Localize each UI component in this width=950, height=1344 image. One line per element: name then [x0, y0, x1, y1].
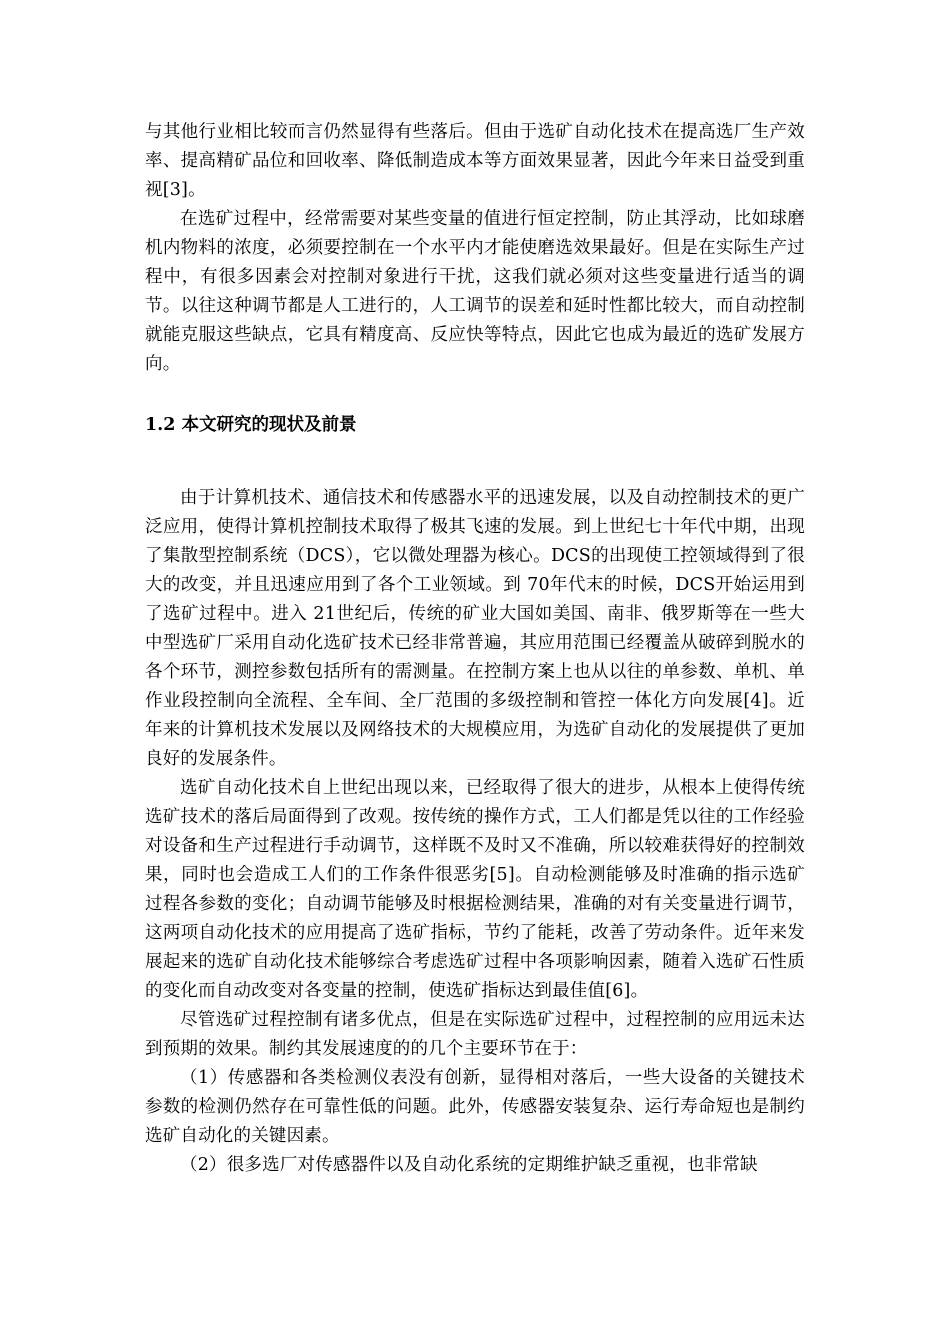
paragraph: 由于计算机技术、通信技术和传感器水平的迅速发展，以及自动控制技术的更广泛应用，使得计算机控制技术取得了极其飞速的发展。到上世纪七十年代中期，出现了集散型控制系统（DCS），它以微处理器为核心。DCS的出现使工控领域得到了很大的改变，并且迅速应用到了各个工业领域。到 70年代末的时候，DCS开始运用到了选矿过程中。进入 21世纪后，传统的矿业大国如美国、南非、俄罗斯等在一些大中型选矿厂采用自动化选矿技术已经非常普遍，其应用范围已经覆盖从破碎到脱水的各个环节，测控参数包括所有的需测量。在控制方案上也从以往的单参数、单机、单作业段控制向全流程、全车间、全厂范围的多级控制和管控一体化方向发展[4]。近年来的计算机技术发展以及网络技术的大规模应用，为选矿自动化的发展提供了更加良好的发展条件。	[145, 488, 805, 769]
document-page	[145, 118, 805, 1180]
section-heading: 1.2 本文研究的现状及前景	[145, 415, 357, 435]
paragraph: 与其他行业相比较而言仍然显得有些落后。但由于选矿自动化技术在提高选厂生产效率、提高精矿品位和回收率、降低制造成本等方面效果显著，因此今年来日益受到重视[3]。	[145, 122, 805, 200]
list-item-paragraph: （1）传感器和各类检测仪表没有创新，显得相对落后，一些大设备的关键技术参数的检测仍然存在可靠性低的问题。此外，传感器安装复杂、运行寿命短也是制约选矿自动化的关键因素。	[145, 1068, 805, 1146]
paragraph: 尽管选矿过程控制有诸多优点，但是在实际选矿过程中，过程控制的应用远未达到预期的效果。制约其发展速度的的几个主要环节在于：	[145, 1010, 805, 1059]
paragraph: 在选矿过程中，经常需要对某些变量的值进行恒定控制，防止其浮动，比如球磨机内物料的浓度，必须要控制在一个水平内才能使磨选效果最好。但是在实际生产过程中，有很多因素会对控制对象进行干扰，这我们就必须对这些变量进行适当的调节。以往这种调节都是人工进行的，人工调节的误差和延时性都比较大，而自动控制就能克服这些缺点，它具有精度高、反应快等特点，因此它也成为最近的选矿发展方向。	[145, 209, 805, 374]
paragraph: 选矿自动化技术自上世纪出现以来，已经取得了很大的进步，从根本上使得传统选矿技术的落后局面得到了改观。按传统的操作方式，工人们都是凭以往的工作经验对设备和生产过程进行手动调节，这样既不及时又不准确，所以较难获得好的控制效果，同时也会造成工人们的工作条件很恶劣[5]。自动检测能够及时准确的指示选矿过程各参数的变化；自动调节能够及时根据检测结果，准确的对有关变量进行调节，这两项自动化技术的应用提高了选矿指标，节约了能耗，改善了劳动条件。近年来发展起来的选矿自动化技术能够综合考虑选矿过程中各项影响因素，随着入选矿石性质的变化而自动改变对各变量的控制，使选矿指标达到最佳值[6]。	[145, 778, 805, 1001]
list-item-paragraph: （2）很多选厂对传感器件以及自动化系统的定期维护缺乏重视，也非常缺	[180, 1155, 758, 1175]
